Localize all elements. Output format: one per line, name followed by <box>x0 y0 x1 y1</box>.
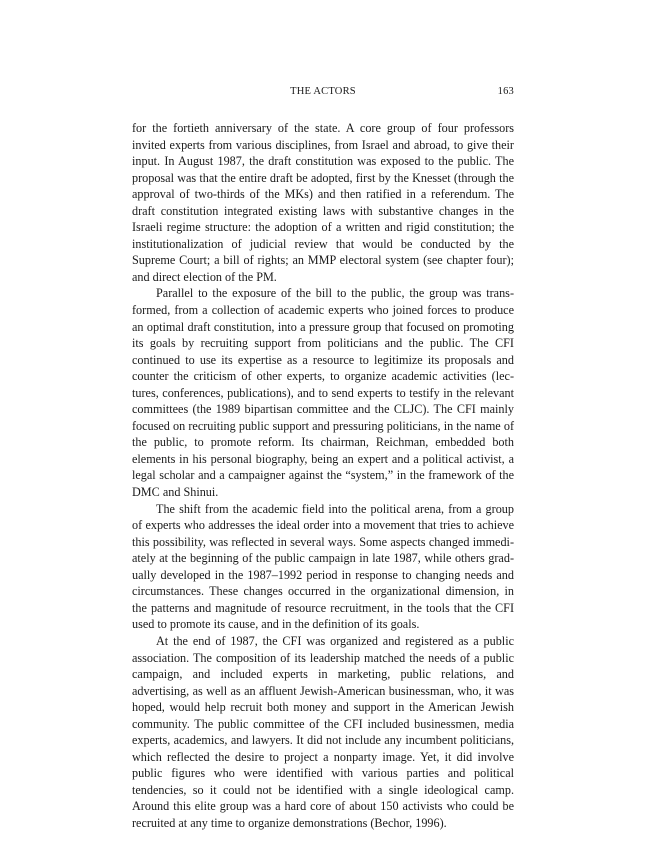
page-number: 163 <box>497 86 514 97</box>
paragraph-4: At the end of 1987, the CFI was organized and registered as a public association. The composition of its leadership matched the needs of a public campaign, and included experts in marketing, public relations, and advertising, as well as an affluent Jewish-American businessman, who, it was hoped, would help recruit both money and support in the American Jewish community. The public committee of the CFI included businessmen, media experts, academics, and lawyers. It did not include any incumbent politicians, which reflected the desire to project a nonparty image. Yet, it did involve public figures who were identified with various parties and political tendencies, so it could not be identified with a single ideological camp. Around this elite group was a hard core of about 150 activists who could be recruited at any time to organize demonstrations (Bechor, 1996). <box>132 633 514 830</box>
running-head <box>132 86 514 100</box>
running-title: THE ACTORS <box>290 86 356 97</box>
paragraph-2: Parallel to the exposure of the bill to the public, the group was transformed, from a collection of academic experts who joined forces to produce an optimal draft constitution, into a pressure group that focused on promoting its goals by recruiting support from politicians and the public. The CFI continued to use its expertise as a resource to legitimize its proposals and counter the criticism of other experts, to organize academic activities (lectures, conferences, publications), and to send experts to testify in the relevant committees (the 1989 bipartisan committee and the CLJC). The CFI mainly focused on recruiting public support and pressuring politicians, in the name of the public, to promote reform. Its chairman, Reichman, embedded both elements in his personal biography, being an expert and a political activist, a legal scholar and a campaigner against the “system,” in the framework of the DMC and Shinui. <box>132 286 514 500</box>
body-text <box>132 120 514 832</box>
paragraph-1: for the fortieth anniversary of the state. A core group of four professors invited experts from various disciplines, from Israel and abroad, to give their input. In August 1987, the draft constitution was exposed to the public. The proposal was that the entire draft be adopted, first by the Knesset (through the approval of two-thirds of the MKs) and then ratified in a referendum. The draft constitution integrated existing laws with substantive changes in the Israeli regime structure: the adoption of a written and rigid constitution; the institutionalization of judicial review that would be conducted by the Supreme Court; a bill of rights; an MMP electoral system (see chapter four); and direct election of the PM. <box>132 121 514 284</box>
paragraph-3: The shift from the academic field into the political arena, from a group of experts who addresses the ideal order into a movement that tries to achieve this possibility, was reflected in several ways. Some aspects changed immediately at the beginning of the public campaign in late 1987, while others gradually developed in the 1987–1992 period in response to changing needs and circumstances. These changes occurred in the organizational dimension, in the patterns and magnitude of resource recruitment, in the tools that the CFI used to promote its cause, and in the definition of its goals. <box>132 501 514 632</box>
